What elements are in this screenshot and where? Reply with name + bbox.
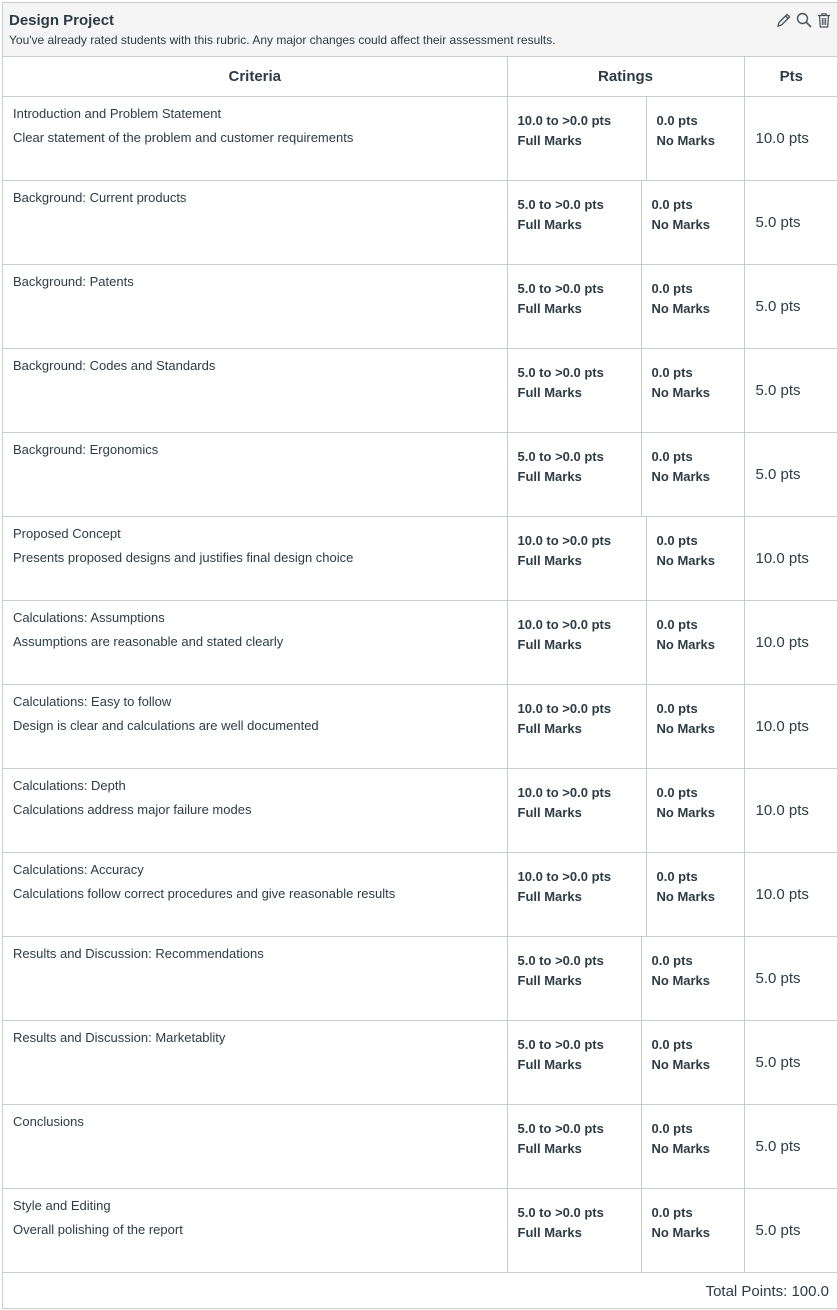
rating-full-marks[interactable] [508,853,647,936]
rating-label: Full Marks [517,720,582,736]
rating-points: 0.0 pts [656,112,698,128]
criterion-description: Presents proposed designs and justifies final design choice [13,549,354,565]
rating-full-marks[interactable] [508,1105,642,1188]
rating-label: Full Marks [517,132,582,148]
rating-no-marks[interactable] [647,601,744,684]
criterion-name: Conclusions [13,1113,84,1129]
rating-label: No Marks [656,804,716,820]
rating-points: 0.0 pts [656,700,698,716]
rating-full-marks[interactable] [508,517,647,600]
rating-points: 5.0 to >0.0 pts [517,1036,604,1052]
criterion-description: Overall polishing of the report [13,1221,183,1237]
criterion-row [3,600,837,684]
rating-label: No Marks [656,132,716,148]
rating-points: 10.0 to >0.0 pts [517,784,612,800]
criterion-points: 10.0 pts [744,516,837,600]
criterion-name: Calculations: Assumptions [13,609,165,625]
criterion-cell [3,600,507,684]
criterion-row [3,180,837,264]
criterion-cell [3,516,507,600]
rating-label: Full Marks [517,1224,582,1240]
criterion-cell [3,684,507,768]
criterion-name: Background: Codes and Standards [13,357,216,373]
rubric-header [3,3,837,57]
rating-no-marks[interactable] [647,853,744,936]
rating-points: 0.0 pts [651,280,693,296]
rating-points: 5.0 to >0.0 pts [517,196,604,212]
rating-label: Full Marks [517,384,582,400]
rubric-table [3,57,837,1273]
rating-full-marks[interactable] [508,265,642,348]
rating-points: 0.0 pts [651,1120,693,1136]
criterion-name: Background: Patents [13,273,134,289]
criterion-points: 5.0 pts [744,1188,837,1272]
criterion-row [3,936,837,1020]
rating-label: No Marks [651,468,711,484]
criterion-row [3,432,837,516]
criterion-points: 5.0 pts [744,180,837,264]
rating-label: Full Marks [517,216,582,232]
rating-full-marks[interactable] [508,937,642,1020]
criterion-row [3,264,837,348]
criterion-cell [3,96,507,180]
criterion-points: 5.0 pts [744,348,837,432]
rating-label: No Marks [651,384,711,400]
ratings-cell [507,1104,744,1188]
criterion-cell [3,768,507,852]
rating-full-marks[interactable] [508,769,647,852]
ratings-cell [507,684,744,768]
rubric-tools [775,11,833,29]
rating-label: No Marks [651,216,711,232]
rubric-title: Design Project [9,12,115,29]
ratings-cell [507,180,744,264]
criterion-row [3,96,837,180]
criterion-cell [3,1104,507,1188]
criterion-name: Background: Ergonomics [13,441,159,457]
criterion-points: 10.0 pts [744,852,837,936]
criterion-points: 10.0 pts [744,768,837,852]
pts-header: Pts [744,57,837,96]
ratings-cell [507,600,744,684]
criterion-name: Proposed Concept [13,525,121,541]
ratings-cell [507,936,744,1020]
criterion-cell [3,852,507,936]
criterion-points: 10.0 pts [744,684,837,768]
rubric-panel [2,2,837,1309]
rating-full-marks[interactable] [508,349,642,432]
rating-points: 0.0 pts [651,196,693,212]
rating-no-marks[interactable] [647,97,744,180]
rating-label: No Marks [656,888,716,904]
rating-points: 0.0 pts [651,952,693,968]
rating-label: Full Marks [517,1056,582,1072]
ratings-cell [507,1188,744,1272]
total-points: Total Points: 100.0 [705,1282,829,1300]
ratings-cell [507,1020,744,1104]
ratings-cell [507,852,744,936]
criterion-cell [3,1020,507,1104]
rating-points: 10.0 to >0.0 pts [517,532,612,548]
rating-full-marks[interactable] [508,181,642,264]
criterion-name: Background: Current products [13,189,187,205]
rubric-warning: You've already rated students with this rubric. Any major changes could affect their assessment results. [9,33,556,47]
rating-points: 0.0 pts [651,1036,693,1052]
rating-no-marks[interactable] [647,769,744,852]
rating-no-marks[interactable] [642,433,744,516]
criterion-name: Results and Discussion: Recommendations [13,945,264,961]
rating-label: No Marks [651,1224,711,1240]
pencil-icon[interactable] [775,11,793,29]
rating-full-marks[interactable] [508,1189,642,1272]
rating-points: 10.0 to >0.0 pts [517,616,612,632]
criterion-row [3,516,837,600]
rating-points: 0.0 pts [656,532,698,548]
criterion-points: 5.0 pts [744,936,837,1020]
criterion-row [3,1104,837,1188]
criterion-name: Style and Editing [13,1197,111,1213]
criterion-cell [3,1188,507,1272]
rating-points: 5.0 to >0.0 pts [517,448,604,464]
rating-label: Full Marks [517,1140,582,1156]
criterion-name: Results and Discussion: Marketablity [13,1029,226,1045]
rating-no-marks[interactable] [642,181,744,264]
rating-label: Full Marks [517,888,582,904]
criterion-points: 5.0 pts [744,1020,837,1104]
criterion-row [3,348,837,432]
ratings-cell [507,516,744,600]
rating-label: Full Marks [517,972,582,988]
ratings-cell [507,264,744,348]
criterion-row [3,1188,837,1272]
criterion-name: Calculations: Accuracy [13,861,144,877]
rating-full-marks[interactable] [508,685,647,768]
criterion-name: Calculations: Depth [13,777,126,793]
criterion-description: Calculations address major failure modes [13,801,252,817]
rating-full-marks[interactable] [508,601,647,684]
rating-points: 0.0 pts [651,448,693,464]
rating-points: 5.0 to >0.0 pts [517,1204,604,1220]
criterion-row [3,768,837,852]
rating-label: No Marks [651,1056,711,1072]
criterion-cell [3,936,507,1020]
criterion-name: Calculations: Easy to follow [13,693,172,709]
rating-full-marks[interactable] [508,433,642,516]
criterion-points: 10.0 pts [744,600,837,684]
rating-label: No Marks [651,300,711,316]
ratings-cell [507,96,744,180]
search-icon[interactable] [795,11,813,29]
criterion-cell [3,432,507,516]
rating-no-marks[interactable] [642,265,744,348]
rating-points: 10.0 to >0.0 pts [517,868,612,884]
rating-full-marks[interactable] [508,97,647,180]
criterion-description: Design is clear and calculations are well documented [13,717,319,733]
ratings-header: Ratings [507,57,744,96]
rating-label: Full Marks [517,636,582,652]
ratings-cell [507,432,744,516]
criterion-cell [3,180,507,264]
criterion-description: Assumptions are reasonable and stated clearly [13,633,284,649]
criterion-cell [3,348,507,432]
rating-no-marks[interactable] [642,1189,744,1272]
rating-points: 5.0 to >0.0 pts [517,1120,604,1136]
rating-points: 0.0 pts [656,868,698,884]
trash-icon[interactable] [815,11,833,29]
rating-label: No Marks [651,972,711,988]
rating-no-marks[interactable] [647,517,744,600]
criterion-points: 5.0 pts [744,432,837,516]
rating-no-marks[interactable] [642,349,744,432]
rating-no-marks[interactable] [642,937,744,1020]
criterion-row [3,684,837,768]
rating-label: No Marks [656,636,716,652]
rating-label: No Marks [656,552,716,568]
rating-no-marks[interactable] [642,1021,744,1104]
criterion-points: 5.0 pts [744,1104,837,1188]
criterion-cell [3,264,507,348]
ratings-cell [507,348,744,432]
rating-points: 10.0 to >0.0 pts [517,112,612,128]
rating-label: Full Marks [517,804,582,820]
rating-points: 0.0 pts [656,616,698,632]
criterion-description: Clear statement of the problem and customer requirements [13,129,354,145]
criteria-header: Criteria [3,57,507,96]
ratings-cell [507,768,744,852]
rating-label: Full Marks [517,468,582,484]
criterion-description: Calculations follow correct procedures and give reasonable results [13,885,396,901]
rating-no-marks[interactable] [647,685,744,768]
rating-points: 5.0 to >0.0 pts [517,952,604,968]
criterion-name: Introduction and Problem Statement [13,105,222,121]
rating-full-marks[interactable] [508,1021,642,1104]
rating-points: 0.0 pts [651,1204,693,1220]
rating-points: 10.0 to >0.0 pts [517,700,612,716]
rating-points: 0.0 pts [651,364,693,380]
rating-points: 5.0 to >0.0 pts [517,364,604,380]
rating-points: 5.0 to >0.0 pts [517,280,604,296]
criterion-points: 5.0 pts [744,264,837,348]
rating-no-marks[interactable] [642,1105,744,1188]
rubric-footer [3,1273,837,1310]
criterion-points: 10.0 pts [744,96,837,180]
criterion-row [3,1020,837,1104]
criterion-row [3,852,837,936]
rating-label: Full Marks [517,300,582,316]
rating-points: 0.0 pts [656,784,698,800]
rating-label: No Marks [656,720,716,736]
rating-label: No Marks [651,1140,711,1156]
rating-label: Full Marks [517,552,582,568]
